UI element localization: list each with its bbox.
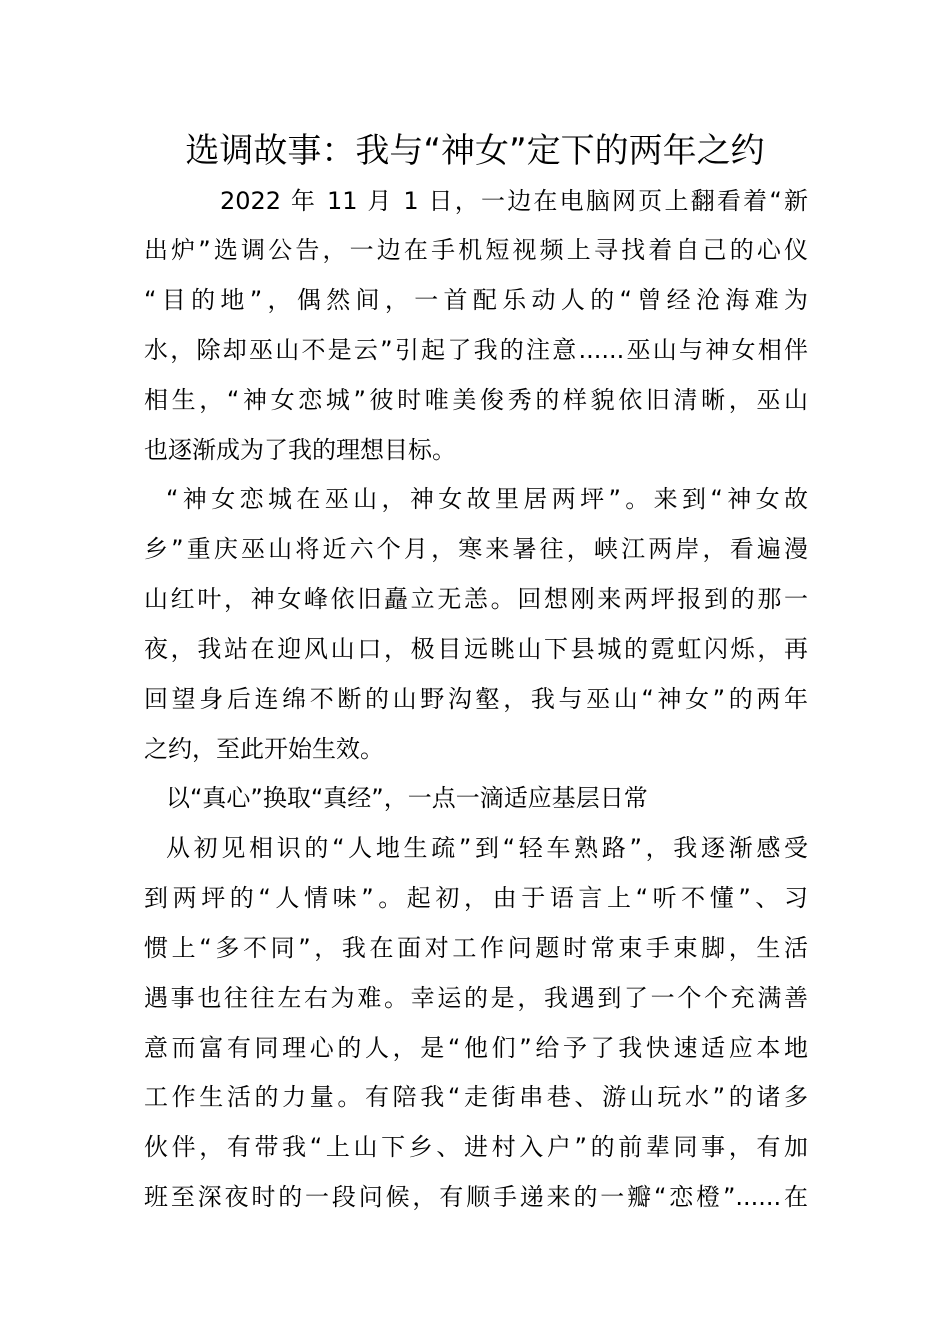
paragraph-line: “神女恋城在巫山，神女故里居两坪”。来到“神女故 [166, 485, 808, 513]
paragraph-line: 从初见相识的“人地生疏”到“轻车熟路”，我逐渐感受 [166, 834, 808, 862]
paragraph-line: 意而富有同理心的人，是“他们”给予了我快速适应本地 [144, 1034, 808, 1062]
paragraph-line: 工作生活的力量。有陪我“走街串巷、游山玩水”的诸多 [144, 1083, 808, 1111]
paragraph-line: 也逐渐成为了我的理想目标。 [144, 436, 456, 464]
paragraph-line: 遇事也往往左右为难。幸运的是，我遇到了一个个充满善 [144, 984, 808, 1012]
paragraph-line: 乡”重庆巫山将近六个月，寒来暑往，峡江两岸，看遍漫 [144, 535, 808, 563]
paragraph-line: 班至深夜时的一段问候，有顺手递来的一瓣“恋橙”......在 [144, 1183, 808, 1211]
paragraph-line: 山红叶，神女峰依旧矗立无恙。回想刚来两坪报到的那一 [144, 585, 808, 613]
paragraph-line: 伙伴，有带我“上山下乡、进村入户”的前辈同事，有加 [144, 1133, 808, 1161]
paragraph-line: 水，除却巫山不是云”引起了我的注意......巫山与神女相伴 [144, 336, 808, 364]
document-title: 选调故事：我与“神女”定下的两年之约 [185, 131, 765, 171]
paragraph-line: 出炉”选调公告，一边在手机短视频上寻找着自己的心仪 [144, 236, 808, 264]
paragraph-line: 夜，我站在迎风山口，极目远眺山下县城的霓虹闪烁，再 [144, 635, 808, 663]
paragraph-line: 2022 年 11 月 1 日，一边在电脑网页上翻看着“新 [220, 187, 808, 215]
paragraph-line: 之约，至此开始生效。 [144, 735, 384, 763]
paragraph-line: “目的地”，偶然间，一首配乐动人的“曾经沧海难为 [144, 286, 808, 314]
paragraph-line: 到两坪的“人情味”。起初，由于语言上“听不懂”、习 [144, 884, 808, 912]
paragraph-line: 回望身后连绵不断的山野沟壑，我与巫山“神女”的两年 [144, 685, 808, 713]
section-heading: 以“真心”换取“真经”，一点一滴适应基层日常 [166, 784, 648, 812]
paragraph-line: 惯上“多不同”，我在面对工作问题时常束手束脚，生活 [144, 934, 808, 962]
paragraph-line: 相生，“神女恋城”彼时唯美俊秀的样貌依旧清晰，巫山 [144, 386, 808, 414]
